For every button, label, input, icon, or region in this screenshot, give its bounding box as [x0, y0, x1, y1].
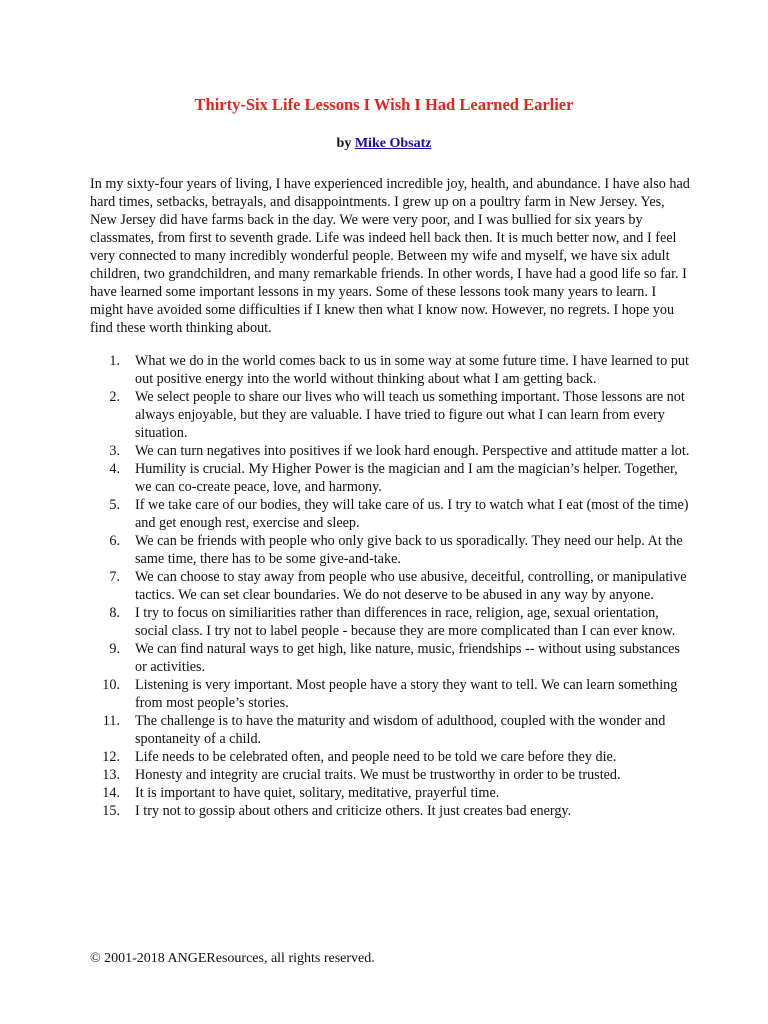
list-item [90, 352, 690, 388]
lessons-list [90, 352, 690, 820]
list-item [90, 442, 690, 460]
list-item [90, 604, 690, 640]
list-item [90, 532, 690, 568]
list-item-number: 5. [109, 497, 120, 513]
byline-prefix: by [336, 136, 355, 151]
list-item-number: 1. [109, 353, 120, 369]
list-item [90, 766, 690, 784]
byline [0, 135, 768, 153]
copyright-footer: © 2001-2018 ANGEResources, all rights reserved. [90, 951, 375, 966]
list-item [90, 802, 690, 820]
list-item-text: Life needs to be celebrated often, and people need to be told we care before they die. [135, 749, 617, 765]
list-item-number: 12. [102, 749, 120, 765]
list-item-number: 6. [109, 533, 120, 549]
list-item-number: 10. [102, 677, 120, 693]
list-item-text: The challenge is to have the maturity and wisdom of adulthood, coupled with the wonder and spontaneity of a child. [135, 713, 666, 747]
list-item-text: We can be friends with people who only give back to us sporadically. They need our help. At the same time, there has to be some give-and-take. [135, 533, 683, 567]
list-item-number: 7. [109, 569, 120, 585]
list-item-text: We can turn negatives into positives if we look hard enough. Perspective and attitude matter a lot. [135, 443, 690, 459]
list-item-number: 2. [109, 389, 120, 405]
list-item-text: What we do in the world comes back to us in some way at some future time. I have learned to put out positive energy into the world without thinking about what I am getting back. [135, 353, 689, 387]
list-item-text: If we take care of our bodies, they will take care of us. I try to watch what I eat (most of the time) and get enough rest, exercise and sleep. [135, 497, 689, 531]
page-title: Thirty-Six Life Lessons I Wish I Had Learned Earlier [194, 95, 574, 114]
list-item [90, 460, 690, 496]
list-item-number: 3. [109, 443, 120, 459]
list-item-text: I try not to gossip about others and criticize others. It just creates bad energy. [135, 803, 572, 819]
list-item-text: We select people to share our lives who will teach us something important. Those lessons are not always enjoyable, but they are valuable. I have tried to figure out what I can learn from every situation. [135, 389, 685, 441]
list-item [90, 496, 690, 532]
list-item-number: 8. [109, 605, 120, 621]
list-item-text: It is important to have quiet, solitary, meditative, prayerful time. [135, 785, 500, 801]
list-item [90, 712, 690, 748]
list-item [90, 784, 690, 802]
list-item-number: 15. [102, 803, 120, 819]
list-item [90, 748, 690, 766]
list-item-text: Humility is crucial. My Higher Power is the magician and I am the magician’s helper. Together, we can co-create peace, love, and harmony. [135, 461, 678, 495]
list-item-number: 13. [102, 767, 120, 783]
list-item [90, 676, 690, 712]
list-item-text: I try to focus on similiarities rather than differences in race, religion, age, sexual orientation, social class. I try not to label people - because they are more complicated than I can ever know. [135, 605, 676, 639]
list-item-text: We can find natural ways to get high, like nature, music, friendships -- without using substances or activities. [135, 641, 680, 675]
list-item-number: 4. [109, 461, 120, 477]
list-item [90, 388, 690, 442]
list-item [90, 640, 690, 676]
intro-paragraph: In my sixty-four years of living, I have experienced incredible joy, health, and abundance. I have also had hard times, setbacks, betrayals, and disappointments. I grew up on a poultry farm in New Jersey. Yes, New Jersey did have farms back in the day. We were very poor, and I was bullied for six years by classmates, from first to seventh grade. Life was indeed hell back then. It is much better now, and I feel very connected to many incredibly wonderful people. Between my wife and myself, we have six adult children, two grandchildren, and many remarkable friends. In other words, I have had a good life so far. I have learned some important lessons in my years. Some of these lessons took many years to learn. I might have avoided some difficulties if I knew then what I know now. However, no regrets. I hope you find these worth thinking about. [90, 176, 690, 336]
list-item [90, 568, 690, 604]
list-item-number: 9. [109, 641, 120, 657]
list-item-number: 11. [102, 713, 120, 729]
list-item-text: We can choose to stay away from people who use abusive, deceitful, controlling, or manipulative tactics. We can set clear boundaries. We do not deserve to be abused in any way by anyone. [135, 569, 687, 603]
list-item-number: 14. [102, 785, 120, 801]
list-item-text: Honesty and integrity are crucial traits. We must be trustworthy in order to be trusted. [135, 767, 621, 783]
author-link[interactable]: Mike Obsatz [354, 136, 432, 151]
list-item-text: Listening is very important. Most people have a story they want to tell. We can learn something from most people’s stories. [135, 677, 678, 711]
